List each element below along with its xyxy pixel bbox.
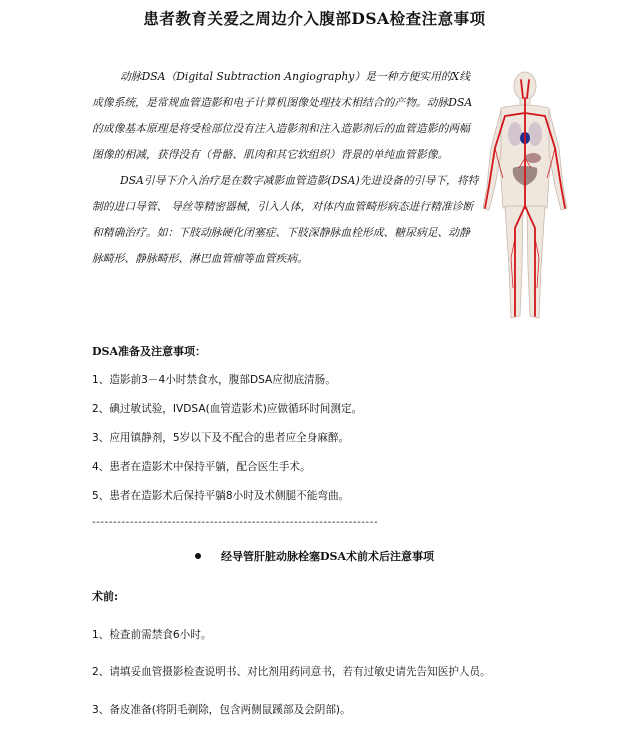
vascular-figure-icon	[475, 68, 575, 328]
intro-paragraph-1: 动脉DSA（Digital Subtraction Angiography）是一种方便实用的X线成像系统，是常规血管造影和电子计算机图像处理技术相结合的产物。动脉DSA的成像基本原理是将受检部位没有注入造影剂和注入造影剂后的血管造影的两幅图像的相减，获得没有（骨骼、肌肉和其它软组织）背景的单纯血管影像。	[92, 70, 473, 161]
pre-op-label: 术前:	[92, 590, 119, 603]
section-divider: --------------------------------------------------------------------	[92, 517, 379, 528]
intro-paragraph-2: DSA引导下介入治疗是在数字减影血管造影(DSA)先进设备的引导下，将特制的进口导管、 导丝等精密器械，引入人体，对体内血管畸形病态进行精准诊断和精确治疗。如：下肢动脉硬化闭塞症、下肢深静脉血栓形成、糖尿病足、动静脉畸形、静脉畸形、淋巴血管瘤等血管疾病。	[92, 174, 479, 265]
intro-text	[92, 64, 480, 272]
dsa-item: 1、造影前3－4小时禁食水，腹部DSA应彻底清肠。	[92, 374, 336, 386]
dsa-item: 2、碘过敏试验，IVDSA(血管造影术)应做循环时间测定。	[92, 403, 363, 415]
page-title: 患者教育关爱之周边介入腹部DSA检查注意事项	[143, 9, 486, 28]
dsa-section-heading: DSA准备及注意事项：	[92, 345, 207, 358]
pre-op-item: 3、备皮准备(将阴毛剃除，包含两侧鼠蹊部及会阴部)。	[92, 704, 351, 716]
tace-section-heading	[0, 548, 629, 564]
dsa-item: 5、患者在造影术后保持平躺8小时及术侧腿不能弯曲。	[92, 490, 350, 502]
pre-op-item: 2、请填妥血管摄影检查说明书、对比剂用药同意书，若有过敏史请先告知医护人员。	[92, 666, 491, 678]
tace-heading-text: 经导管肝脏动脉栓塞DSA术前术后注意事项	[220, 550, 435, 563]
pre-op-item: 1、检查前需禁食6小时。	[92, 629, 212, 641]
dsa-item: 3、应用镇静剂，5岁以下及不配合的患者应全身麻醉。	[92, 432, 350, 444]
dsa-item: 4、患者在造影术中保持平躺，配合医生手术。	[92, 461, 311, 473]
bullet-icon	[195, 553, 201, 559]
human-vascular-system-illustration	[475, 68, 575, 328]
